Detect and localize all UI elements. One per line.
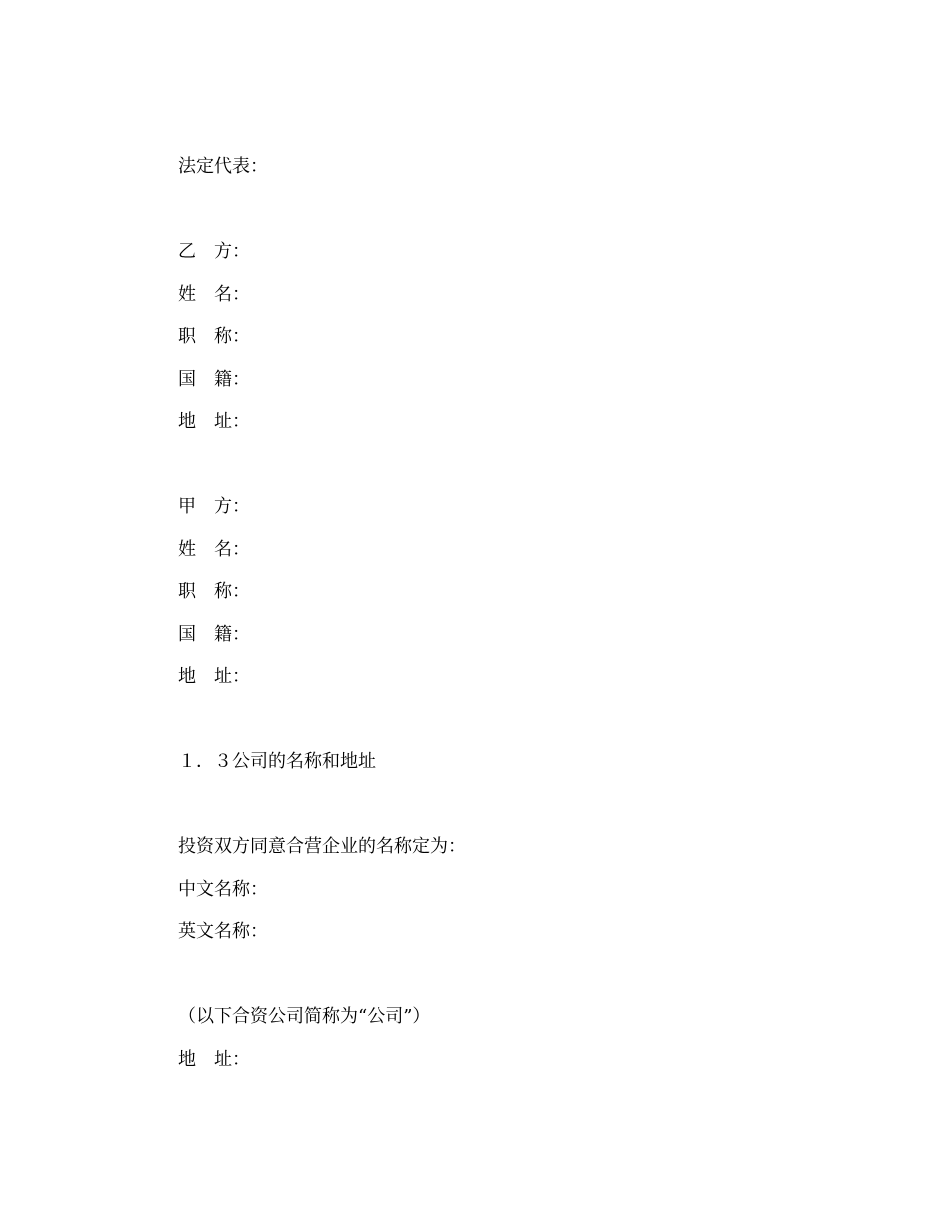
party-a-title-label: 职 称： (178, 581, 250, 602)
english-name-label: 英文名称： (178, 921, 268, 942)
party-a-nationality-label: 国 籍： (178, 624, 250, 645)
chinese-name-label: 中文名称： (178, 879, 268, 900)
party-b-address-label: 地 址： (178, 411, 250, 432)
party-a-name-label: 姓 名： (178, 539, 250, 560)
section-heading: １．３公司的名称和地址 (178, 751, 376, 772)
party-a-address-label: 地 址： (178, 666, 250, 687)
company-name-agreement-text: 投资双方同意合营企业的名称定为： (178, 836, 466, 857)
party-b-heading: 乙 方： (178, 241, 250, 262)
party-b-nationality-label: 国 籍： (178, 369, 250, 390)
party-b-name-label: 姓 名： (178, 284, 250, 305)
legal-representative-label: 法定代表： (178, 156, 268, 177)
party-b-title-label: 职 称： (178, 326, 250, 347)
company-address-label: 地 址： (178, 1049, 250, 1070)
short-name-note: （以下合资公司简称为“公司”） (178, 1006, 431, 1027)
party-a-heading: 甲 方： (178, 496, 250, 517)
